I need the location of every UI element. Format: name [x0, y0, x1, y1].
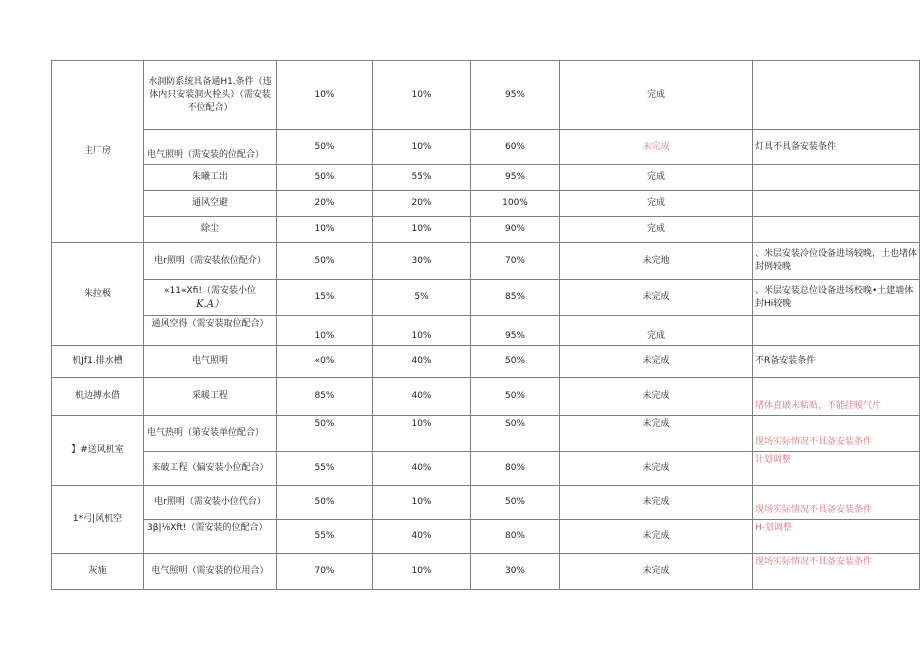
value-cell: S0%	[471, 416, 560, 452]
value-cell: 10%	[277, 61, 373, 130]
status-cell: 未完成	[560, 130, 753, 165]
note-cell: 现场实际情况不具备安装条件	[753, 416, 920, 452]
note-cell: 计划调整	[753, 452, 920, 486]
item-cell: 电气照明（需安装的位用合）	[144, 554, 277, 590]
note-cell	[753, 165, 920, 191]
value-cell: 95%	[471, 165, 560, 191]
item-cell: 电r照明（需安装依位配介）	[144, 243, 277, 280]
area-cell: 机Jf1.排水槽	[52, 346, 144, 378]
note-line: 、米层安装冷位设备进场较晚，土也堵体	[755, 249, 918, 259]
value-cell: 100%	[471, 191, 560, 217]
table-row	[52, 378, 920, 416]
value-cell: 55%	[373, 165, 471, 191]
note-cell: 不R备安装条件	[753, 346, 920, 378]
note-cell	[753, 316, 920, 346]
table-row	[52, 346, 920, 378]
value-cell: 10%	[277, 316, 373, 346]
status-cell: 未完成	[560, 280, 753, 316]
value-cell: 85%	[277, 378, 373, 416]
value-cell: 10%	[373, 486, 471, 520]
area-cell: 朱拉极	[52, 243, 144, 346]
item-line: «11«Xfi!（需安装小位	[164, 285, 256, 296]
item-cell	[144, 61, 277, 130]
status-cell: 未完成	[560, 416, 753, 452]
value-cell: 55%	[277, 452, 373, 486]
area-cell: 机边搏水借	[52, 378, 144, 416]
note-cell	[753, 61, 920, 130]
status-cell: 未完成	[560, 346, 753, 378]
value-cell: 50%	[277, 486, 373, 520]
table-row	[52, 165, 920, 191]
item-cell: 电气照明（需安装的位配合）	[144, 130, 277, 165]
progress-table	[51, 60, 920, 590]
value-cell: 15%	[277, 280, 373, 316]
note-cell: 灯具不具备安装条件	[753, 130, 920, 165]
value-cell: 10%	[373, 554, 471, 590]
table-row	[52, 316, 920, 346]
value-cell: 30%	[373, 243, 471, 280]
value-cell: 40%	[373, 520, 471, 554]
status-cell: 完成	[560, 316, 753, 346]
area-cell: 主厂房	[52, 61, 144, 243]
value-cell: 10%	[277, 217, 373, 243]
area-cell: 灰施	[52, 554, 144, 590]
value-cell: 55%	[277, 520, 373, 554]
note-line: 、米层安装总位设备进场校晚•土建墙体	[755, 285, 914, 296]
value-cell: 90%	[471, 217, 560, 243]
table-row	[52, 520, 920, 554]
item-cell: 电气热明（第安装单位配合）	[144, 416, 277, 452]
value-cell: 95%	[471, 316, 560, 346]
status-cell: 未完成	[560, 520, 753, 554]
value-cell: 50%	[471, 378, 560, 416]
value-cell: 80%	[471, 452, 560, 486]
note-line: 封例较晚	[755, 262, 792, 272]
value-cell: 50%	[471, 486, 560, 520]
value-cell: 50%	[277, 243, 373, 280]
item-cell: 3β|⅛Xft!（需安装的位配合）	[144, 520, 277, 554]
note-cell	[753, 243, 920, 280]
value-cell: «0%	[277, 346, 373, 378]
value-cell: 20%	[373, 191, 471, 217]
value-cell: 40%	[373, 346, 471, 378]
item-line: 体内只安装洞火栓头）（需安装	[149, 89, 271, 100]
value-cell: 10%	[373, 217, 471, 243]
note-cell	[753, 280, 920, 316]
status-cell: 未完成	[560, 486, 753, 520]
item-line: 水洞防系统具备通H1.条件（违	[148, 76, 272, 87]
value-cell: 85%	[471, 280, 560, 316]
note-line: 封Hi较晚	[755, 298, 792, 309]
value-cell: 95%	[471, 61, 560, 130]
item-cell: 朱曦工出	[144, 165, 277, 191]
item-cell: 采暖工程	[144, 378, 277, 416]
value-cell: 30%	[471, 554, 560, 590]
table-row	[52, 554, 920, 590]
item-cell: 来破工程（偏安装小位配合）	[144, 452, 277, 486]
value-cell: 70%	[277, 554, 373, 590]
table-row	[52, 486, 920, 520]
status-cell: 未完成	[560, 378, 753, 416]
item-line: 不位配合）	[187, 102, 233, 113]
item-cell: 电r照明（需安装小位代台）	[144, 486, 277, 520]
table-row	[52, 191, 920, 217]
item-cell: 通风空得（需安装取位配合）	[144, 316, 277, 346]
value-cell: 50%	[471, 346, 560, 378]
value-cell: 50%	[277, 165, 373, 191]
value-cell: 40%	[373, 378, 471, 416]
area-cell: 】#送风机室	[52, 416, 144, 486]
status-cell: 完成	[560, 61, 753, 130]
item-cell: 除尘	[144, 217, 277, 243]
value-cell: 70%	[471, 243, 560, 280]
table-row	[52, 217, 920, 243]
status-cell: 完成	[560, 191, 753, 217]
note-cell: 现场实际情况不具备安装条件	[753, 554, 920, 590]
item-cell: 通风空避	[144, 191, 277, 217]
value-cell: 50%	[277, 416, 373, 452]
area-cell: 1*弓|风机空	[52, 486, 144, 554]
status-cell: 未完成	[560, 554, 753, 590]
value-cell: 20%	[277, 191, 373, 217]
note-cell	[753, 217, 920, 243]
status-cell: 完成	[560, 165, 753, 191]
value-cell: 5%	[373, 280, 471, 316]
table-row	[52, 280, 920, 316]
status-cell: 完成	[560, 217, 753, 243]
value-cell: 50%	[277, 130, 373, 165]
value-cell: 10%	[373, 130, 471, 165]
note-cell: H-划调整	[753, 520, 920, 554]
item-cell: 电气照明	[144, 346, 277, 378]
item-line: K.A）	[196, 298, 224, 310]
table-row	[52, 243, 920, 280]
value-cell: 80%	[471, 520, 560, 554]
table-row	[52, 452, 920, 486]
note-cell	[753, 191, 920, 217]
table-row	[52, 61, 920, 130]
value-cell: 40%	[373, 452, 471, 486]
value-cell: 10%	[373, 61, 471, 130]
table-row	[52, 130, 920, 165]
status-cell: 未完成	[560, 452, 753, 486]
note-cell: 现场实际情况不具备安装条件	[753, 486, 920, 520]
value-cell: 10%	[373, 416, 471, 452]
progress-sheet	[51, 60, 920, 590]
item-cell	[144, 280, 277, 316]
status-cell: 未完地	[560, 243, 753, 280]
note-cell: 堵体直破末粘贴，不能挂暖气片	[753, 378, 920, 416]
value-cell: 10%	[373, 316, 471, 346]
value-cell: 60%	[471, 130, 560, 165]
table-row	[52, 416, 920, 452]
